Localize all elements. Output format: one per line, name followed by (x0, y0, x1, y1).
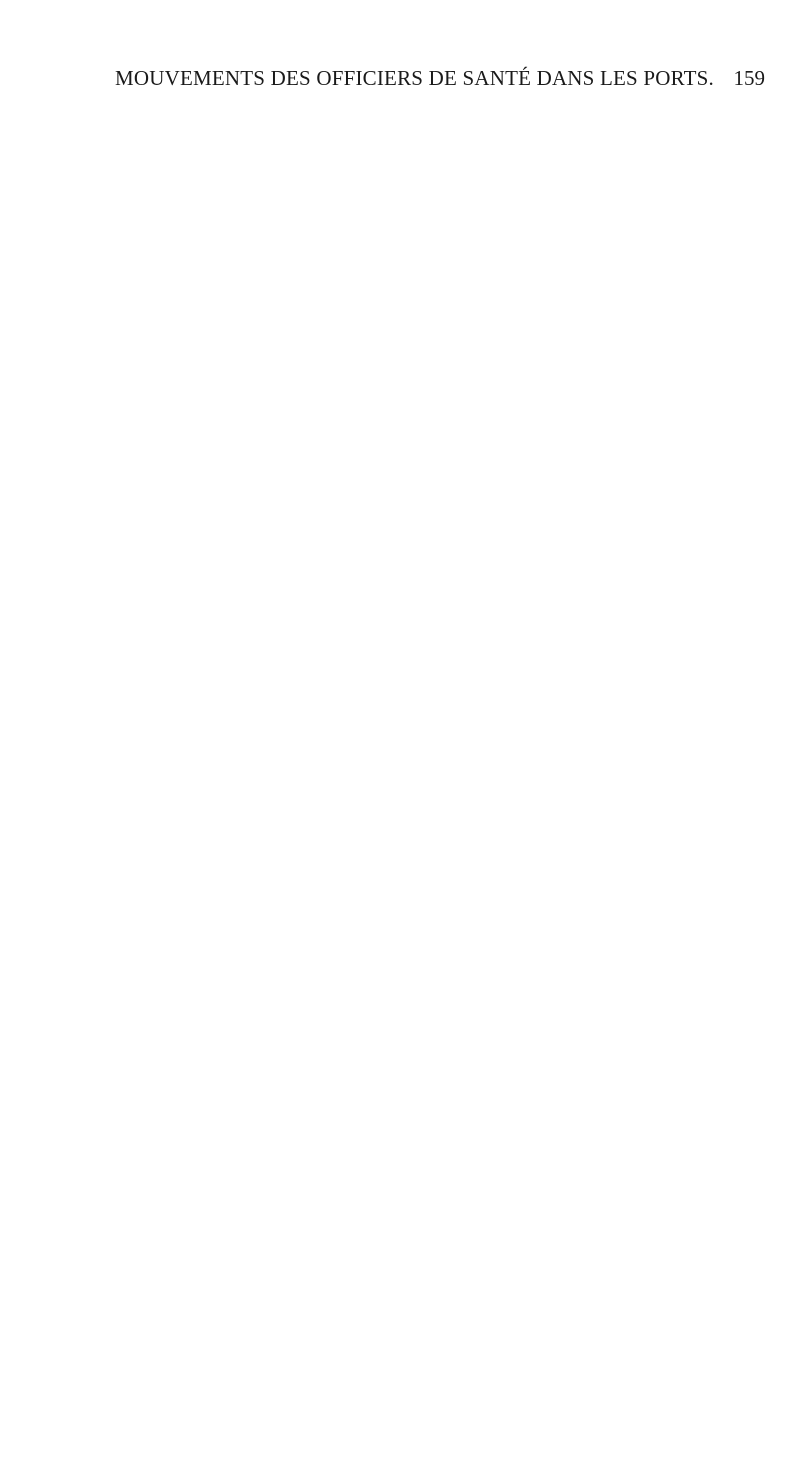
page-title: MOUVEMENTS DES OFFICIERS DE SANTÉ DANS LES PORTS. (115, 66, 714, 90)
page-number: 159 (733, 66, 765, 90)
running-header (115, 66, 765, 90)
